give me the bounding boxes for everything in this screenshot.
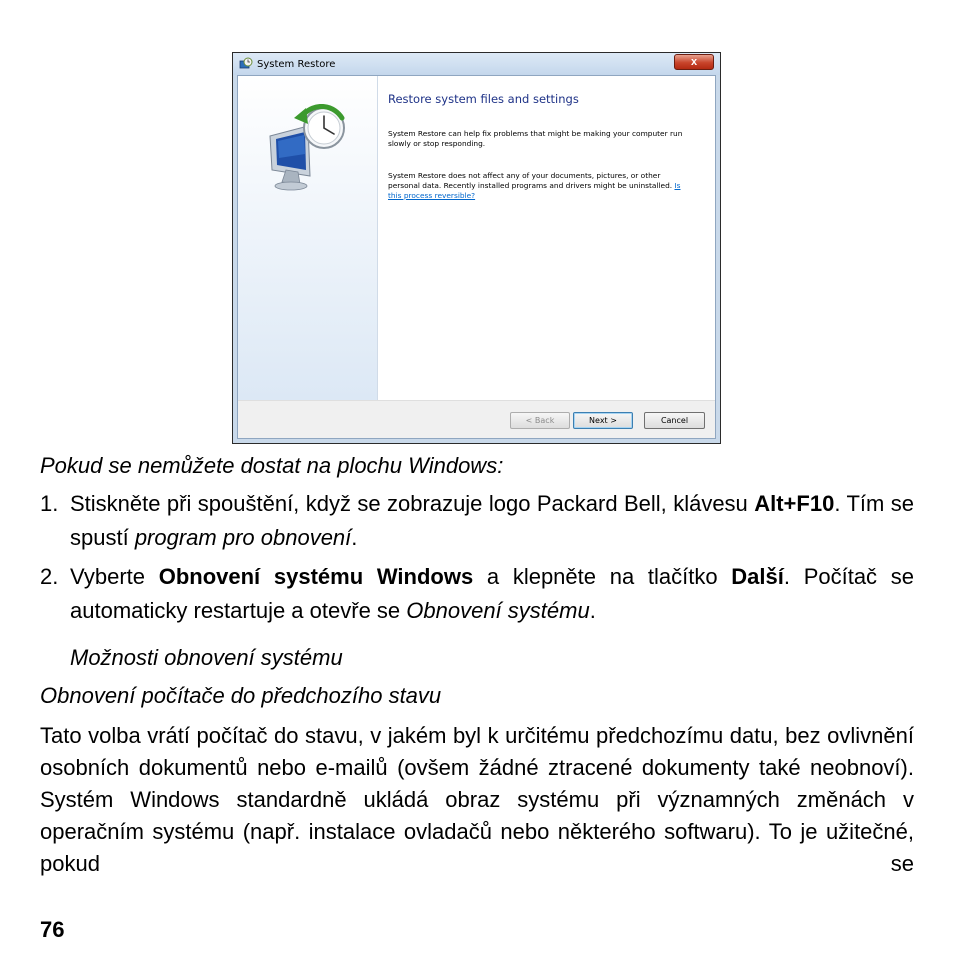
list-item-text xyxy=(70,487,914,555)
option-name: Obnovení systému Windows xyxy=(158,564,474,589)
text-run: . xyxy=(589,598,596,623)
text-run: . Tím se spustí xyxy=(70,491,914,550)
page-number: 76 xyxy=(40,917,65,942)
dialog-footer xyxy=(238,400,715,438)
close-button[interactable] xyxy=(674,54,714,70)
dialog-text-2 xyxy=(388,171,688,201)
subheading-options: Možnosti obnovení systému xyxy=(70,645,343,670)
text-run: a klepněte na tlačítko xyxy=(473,564,732,589)
close-icon: x xyxy=(690,56,698,68)
dialog-frame xyxy=(237,75,716,439)
monitor-clock-icon xyxy=(264,104,354,194)
dialog-heading: Restore system files and settings xyxy=(388,92,579,106)
back-button[interactable]: < Back xyxy=(510,412,570,429)
dialog-text-1: System Restore can help fix problems that might be making your computer run slowly or stop responding. xyxy=(388,129,683,148)
text-run: Vyberte xyxy=(70,564,159,589)
text-run: . Počítač se automaticky restartuje a otevře se xyxy=(70,564,914,623)
button-name: Další xyxy=(731,564,784,589)
reversible-link[interactable]: Is this process reversible? xyxy=(388,181,681,200)
list-number: 2. xyxy=(40,564,59,589)
list-number: 1. xyxy=(40,491,59,516)
text-run: Stiskněte při spouštění, když se zobrazuje logo Packard Bell, klávesu xyxy=(70,491,755,516)
text-run: . xyxy=(351,525,358,550)
system-restore-icon xyxy=(239,57,253,71)
program-name: program pro obnovení xyxy=(134,525,352,550)
list-item-text xyxy=(70,560,914,628)
system-restore-dialog xyxy=(232,52,721,444)
program-name: Obnovení systému xyxy=(406,598,590,623)
key-combination: Alt+F10 xyxy=(754,491,835,516)
dialog-side-panel xyxy=(238,76,378,400)
caption: Pokud se nemůžete dostat na plochu Windows: xyxy=(40,453,504,478)
dialog-text-2-body: System Restore does not affect any of your documents, pictures, or other personal data. Recently installed programs and drivers might be uninstalled. xyxy=(388,171,673,190)
dialog-title: System Restore xyxy=(257,59,336,70)
body-paragraph: Tato volba vrátí počítač do stavu, v jakém byl k určitému předchozímu datu, bez ovlivnění osobních dokumentů nebo e-mailů (ovšem žádné ztracené dokumenty také neobnoví). Systém Windows standardně ukládá obraz systému při významných změnách v operačním systému (např. instalace ovladačů nebo některého softwaru). To je užitečné, pokud se xyxy=(40,723,914,876)
list-item xyxy=(40,560,914,628)
dialog-content xyxy=(388,76,705,400)
list-item xyxy=(40,487,914,555)
cancel-button[interactable]: Cancel xyxy=(644,412,705,429)
next-button[interactable]: Next > xyxy=(573,412,633,429)
subheading-restore: Obnovení počítače do předchozího stavu xyxy=(40,683,442,708)
dialog-titlebar xyxy=(233,53,720,75)
